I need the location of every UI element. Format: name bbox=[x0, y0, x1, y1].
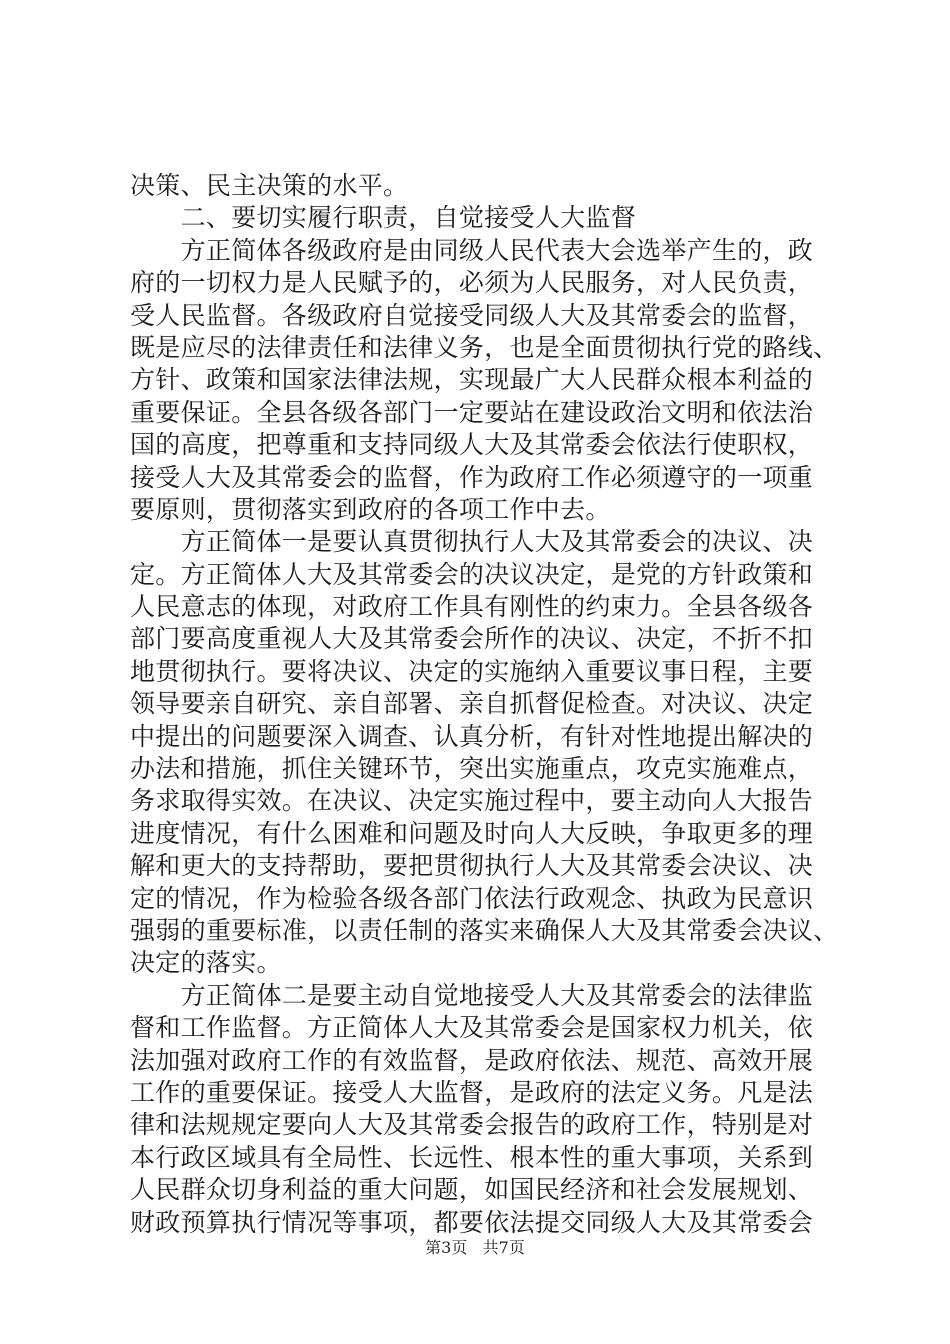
text-line: 人民意志的体现，对政府工作具有刚性的约束力。全县各级各 bbox=[130, 592, 814, 622]
text-line: 决策、民主决策的水平。 bbox=[130, 171, 409, 200]
text-line: 中提出的问题要深入调查、认真分析，有针对性地提出解决的 bbox=[130, 721, 814, 751]
page-footer bbox=[0, 1236, 950, 1260]
text-line: 法加强对政府工作的有效监督，是政府依法、规范、高效开展 bbox=[130, 1045, 814, 1075]
footer-separator bbox=[472, 1238, 477, 1257]
document-body bbox=[130, 170, 839, 1239]
text-line: 本行政区域具有全局性、长远性、根本性的重大事项，关系到 bbox=[130, 1142, 814, 1172]
text-line: 重要保证。全县各级各部门一定要站在建设政治文明和依法治 bbox=[130, 397, 814, 427]
text-line: 方正简体各级政府是由同级人民代表大会选举产生的，政 bbox=[130, 235, 814, 265]
text-line: 财政预算执行情况等事项，都要依法提交同级人大及其常委会 bbox=[130, 1207, 814, 1237]
text-line: 办法和措施，抓住关键环节，突出实施重点，攻克实施难点， bbox=[130, 754, 814, 784]
text-line: 定的情况，作为检验各级各部门依法行政观念、执政为民意识 bbox=[130, 883, 814, 913]
text-line: 受人民监督。各级政府自觉接受同级人大及其常委会的监督， bbox=[130, 300, 814, 330]
text-line: 律和法规规定要向人大及其常委会报告的政府工作，特别是对 bbox=[130, 1110, 814, 1140]
text-line: 强弱的重要标准，以责任制的落实来确保人大及其常委会决议、 bbox=[130, 915, 839, 945]
text-line: 定。方正简体人大及其常委会的决议决定，是党的方针政策和 bbox=[130, 559, 814, 589]
text-line: 部门要高度重视人大及其常委会所作的决议、决定，不折不扣 bbox=[130, 624, 814, 654]
text-line: 地贯彻执行。要将决议、决定的实施纳入重要议事日程，主要 bbox=[130, 656, 814, 686]
text-line: 务求取得实效。在决议、决定实施过程中，要主动向人大报告 bbox=[130, 786, 814, 816]
text-line: 进度情况，有什么困难和问题及时向人大反映，争取更多的理 bbox=[130, 818, 814, 848]
text-line: 府的一切权力是人民赋予的，必须为人民服务，对人民负责， bbox=[130, 268, 814, 298]
text-line: 接受人大及其常委会的监督，作为政府工作必须遵守的一项重 bbox=[130, 462, 814, 492]
text-line: 工作的重要保证。接受人大监督，是政府的法定义务。凡是法 bbox=[130, 1077, 814, 1107]
text-line: 国的高度，把尊重和支持同级人大及其常委会依法行使职权， bbox=[130, 430, 814, 460]
text-line: 解和更大的支持帮助，要把贯彻执行人大及其常委会决议、决 bbox=[130, 851, 814, 881]
text-line: 方正简体一是要认真贯彻执行人大及其常委会的决议、决 bbox=[130, 527, 814, 557]
page-total: 共7页 bbox=[482, 1238, 525, 1257]
page-number: 第3页 bbox=[425, 1238, 468, 1257]
text-line: 既是应尽的法律责任和法律义务，也是全面贯彻执行党的路线、 bbox=[130, 332, 839, 362]
text-line: 督和工作监督。方正简体人大及其常委会是国家权力机关，依 bbox=[130, 1013, 814, 1043]
text-line: 决定的落实。 bbox=[130, 948, 282, 978]
text-line: 二、要切实履行职责，自觉接受人大监督 bbox=[130, 203, 637, 233]
text-line: 要原则，贯彻落实到政府的各项工作中去。 bbox=[130, 494, 611, 524]
text-line: 人民群众切身利益的重大问题，如国民经济和社会发展规划、 bbox=[130, 1175, 814, 1205]
text-line: 方针、政策和国家法律法规，实现最广大人民群众根本利益的 bbox=[130, 365, 814, 395]
text-line: 方正简体二是要主动自觉地接受人大及其常委会的法律监 bbox=[130, 980, 814, 1010]
text-line: 领导要亲自研究、亲自部署、亲自抓督促检查。对决议、决定 bbox=[130, 689, 814, 719]
